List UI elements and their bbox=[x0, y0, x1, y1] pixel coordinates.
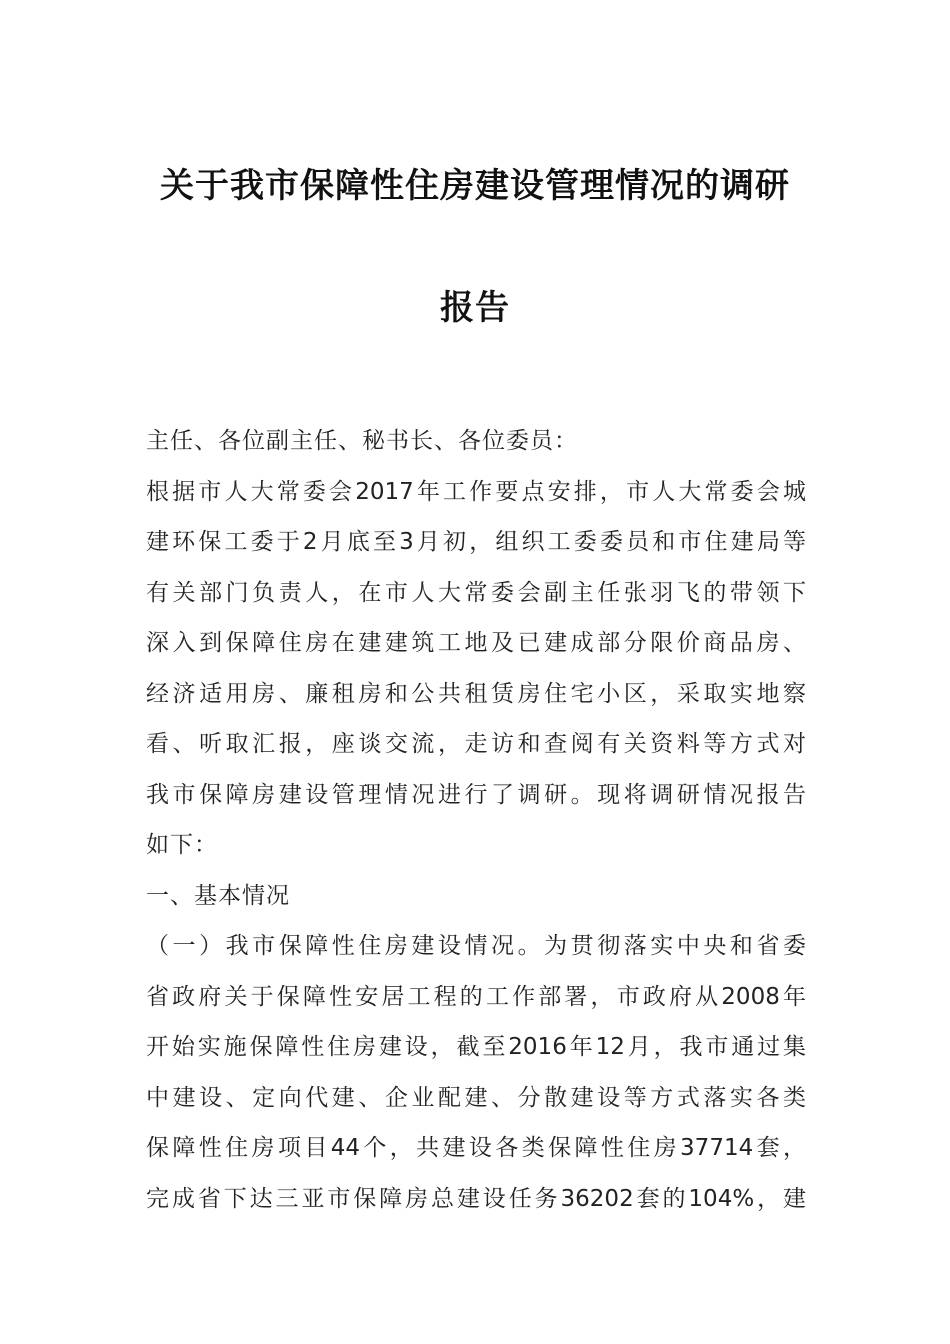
paragraph-line: 有关部门负责人，在市人大常委会副主任张羽飞的带领下 bbox=[146, 579, 806, 606]
paragraph-line: 开始实施保障性住房建设，截至2016年12月，我市通过集 bbox=[146, 1034, 806, 1060]
paragraph-line: 建环保工委于2月底至3月初，组织工委委员和市住建局等 bbox=[146, 529, 806, 555]
paragraph-line: 深入到保障住房在建建筑工地及已建成部分限价商品房、 bbox=[146, 630, 806, 656]
salutation-line: 主任、各位副主任、秘书长、各位委员： bbox=[146, 428, 578, 454]
paragraph-line: 经济适用房、廉租房和公共租赁房住宅小区，采取实地察 bbox=[146, 680, 806, 707]
paragraph-line: 完成省下达三亚市保障房总建设任务36202套的104%，建 bbox=[146, 1185, 806, 1212]
paragraph-line: 保障性住房项目44个，共建设各类保障性住房37714套， bbox=[146, 1135, 806, 1161]
paragraph-line: 根据市人大常委会2017年工作要点安排，市人大常委会城 bbox=[146, 478, 806, 505]
document-title-line-2: 报告 bbox=[440, 288, 510, 328]
paragraph-line: 如下： bbox=[146, 832, 218, 858]
paragraph-line: （一）我市保障性住房建设情况。为贯彻落实中央和省委 bbox=[146, 933, 806, 959]
document-body bbox=[146, 416, 806, 1224]
document-title-line-1: 关于我市保障性住房建设管理情况的调研 bbox=[160, 166, 790, 206]
section-heading: 一、基本情况 bbox=[146, 882, 290, 909]
paragraph-line: 省政府关于保障性安居工程的工作部署，市政府从2008年 bbox=[146, 983, 806, 1010]
paragraph-line: 我市保障房建设管理情况进行了调研。现将调研情况报告 bbox=[146, 781, 806, 808]
paragraph-line: 中建设、定向代建、企业配建、分散建设等方式落实各类 bbox=[146, 1084, 806, 1111]
paragraph-line: 看、听取汇报，座谈交流，走访和查阅有关资料等方式对 bbox=[146, 731, 806, 757]
